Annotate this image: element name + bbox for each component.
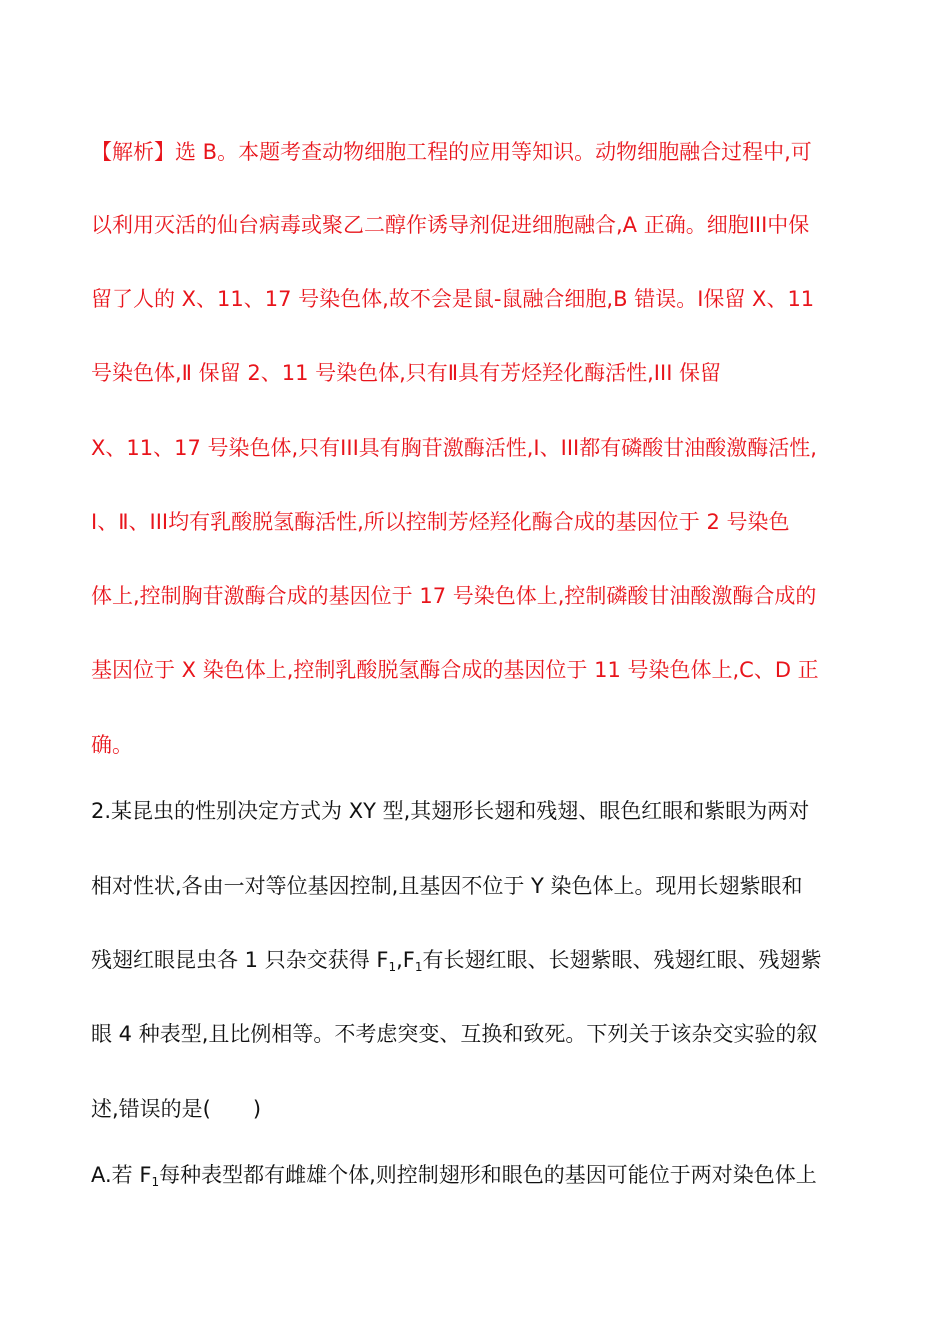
subscript-1: 1 xyxy=(414,960,423,974)
subscript-1: 1 xyxy=(388,960,397,974)
analysis-line-8: 基因位于 X 染色体上,控制乳酸脱氢酶合成的基因位于 11 号染色体上,C、D 正 xyxy=(91,658,819,682)
analysis-line-2: 以利用灭活的仙台病毒或聚乙二醇作诱导剂促进细胞融合,A 正确。细胞III中保 xyxy=(91,213,810,237)
subscript-1: 1 xyxy=(151,1175,160,1189)
question-line-3-part-a: 残翅红眼昆虫各 1 只杂交获得 F xyxy=(91,948,389,972)
question-line-4: 眼 4 种表型,且比例相等。不考虑突变、互换和致死。下列关于该杂交实验的叙 xyxy=(91,1022,818,1046)
question-line-3 xyxy=(91,945,861,982)
question-line-5: 述,错误的是( ) xyxy=(91,1097,262,1121)
analysis-line-6: Ⅰ、Ⅱ、III均有乳酸脱氢酶活性,所以控制芳烃羟化酶合成的基因位于 2 号染色 xyxy=(91,510,790,534)
option-a-prefix: A.若 F xyxy=(91,1163,152,1187)
question-line-3-part-b: ,F xyxy=(396,948,415,972)
option-a xyxy=(91,1160,861,1197)
analysis-line-3: 留了人的 X、11、17 号染色体,故不会是鼠-鼠融合细胞,B 错误。Ⅰ保留 X、11 xyxy=(91,287,815,311)
question-line-3-part-c: 有长翅红眼、长翅紫眼、残翅红眼、残翅紫 xyxy=(422,948,822,972)
analysis-line-7: 体上,控制胸苷激酶合成的基因位于 17 号染色体上,控制磷酸甘油酸激酶合成的 xyxy=(91,584,817,608)
question-line-1: 2.某昆虫的性别决定方式为 XY 型,其翅形长翅和残翅、眼色红眼和紫眼为两对 xyxy=(91,799,810,823)
option-a-text: 每种表型都有雌雄个体,则控制翅形和眼色的基因可能位于两对染色体上 xyxy=(159,1163,817,1187)
analysis-line-1: 【解析】选 B。本题考查动物细胞工程的应用等知识。动物细胞融合过程中,可 xyxy=(91,140,812,164)
analysis-line-5: X、11、17 号染色体,只有III具有胸苷激酶活性,Ⅰ、III都有磷酸甘油酸激酶活性, xyxy=(91,436,817,460)
analysis-line-4: 号染色体,Ⅱ 保留 2、11 号染色体,只有Ⅱ具有芳烃羟化酶活性,III 保留 xyxy=(91,361,722,385)
analysis-line-9: 确。 xyxy=(91,733,133,757)
question-line-2: 相对性状,各由一对等位基因控制,且基因不位于 Y 染色体上。现用长翅紫眼和 xyxy=(91,874,803,898)
